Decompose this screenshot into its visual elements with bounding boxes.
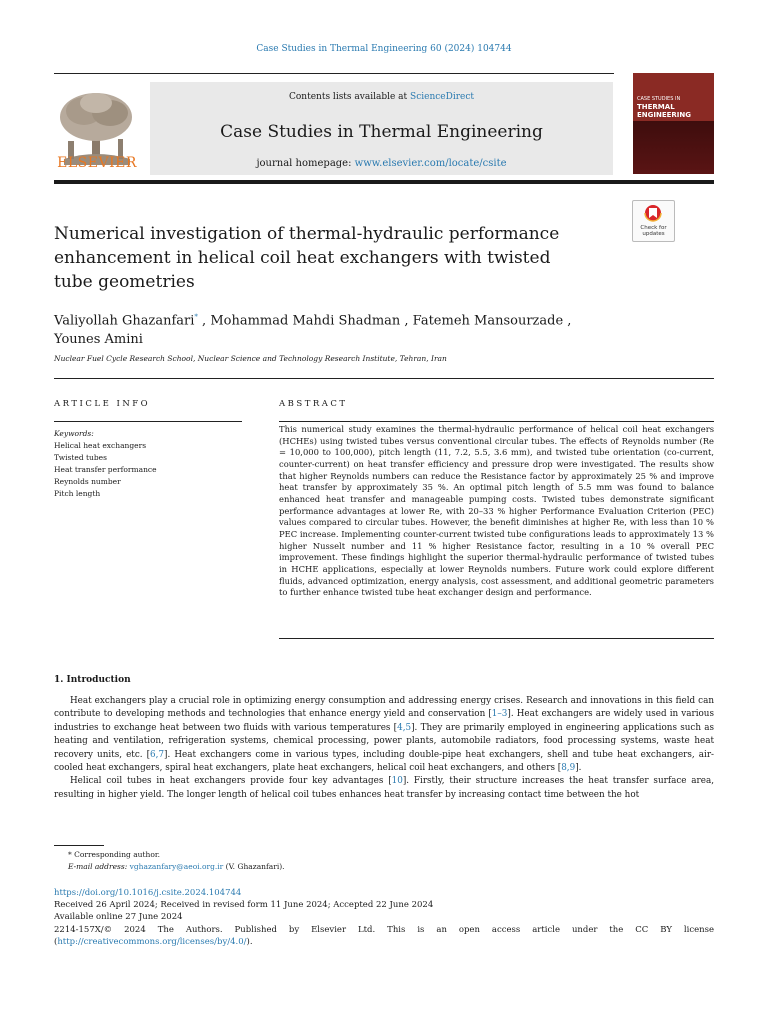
footnote-mark: * (68, 850, 72, 859)
section-rule (54, 378, 714, 379)
footnote-rule (54, 845, 104, 846)
article-info-heading: ARTICLE INFO (54, 399, 151, 409)
cover-bottom (633, 121, 714, 174)
intro-paragraph-2 (54, 775, 714, 802)
intro-text: Heat exchangers play a crucial role in optimizing energy consumption and addressing energy crises. Research and innovations in this field can contribute to developing methods and technologies that enhance energy yield and conservation [ (54, 696, 714, 720)
check-updates-line-1: Check for (640, 225, 667, 231)
cover-line-3: ENGINEERING (637, 111, 692, 119)
corresponding-text: Corresponding author. (71, 850, 161, 859)
citation-link[interactable]: 10 (391, 776, 403, 787)
cover-title (637, 95, 691, 119)
email-suffix: (V. Ghazanfari). (223, 862, 285, 871)
journal-cover-image[interactable] (633, 73, 714, 174)
homepage-line (150, 158, 613, 169)
sciencedirect-link[interactable]: ScienceDirect (410, 92, 474, 102)
license-link[interactable]: http://creativecommons.org/licenses/by/4.0/ (57, 936, 247, 947)
received-dates: Received 26 April 2024; Received in revised form 11 June 2024; Accepted 22 June 2024 (54, 900, 434, 911)
introduction-body (54, 695, 714, 802)
journal-banner (150, 82, 613, 175)
masthead (54, 73, 714, 184)
intro-text: ]. Firstly, their structure increases the heat transfer surface area, resulting in higher yield. The longer length of helical coil tubes enhances heat transfer by increasing contact time between the hot (54, 776, 714, 800)
article-title: Numerical investigation of thermal-hydraulic performance enhancement in helical coil heat exchangers with twisted tube geometries (54, 224, 560, 292)
citation-link[interactable]: 4,5 (397, 722, 412, 733)
intro-text: ]. (575, 763, 582, 774)
authors-rest[interactable]: , Mohammad Mahdi Shadman , Fatemeh Mansourzade , (197, 313, 572, 329)
cover-line-1: CASE STUDIES IN (637, 96, 681, 102)
intro-paragraph-1 (54, 695, 714, 775)
contents-prefix: Contents lists available at (289, 92, 411, 102)
keyword-item: Reynolds number (54, 477, 121, 486)
license-close: ). (246, 936, 253, 947)
email-link[interactable]: vghazanfary@aeoi.org.ir (129, 862, 224, 871)
intro-text: ]. They are primarily employed in engineering applications such as heating and ventilation, refrigeration systems, chemical processing, power plants, automobile radiators, food processing systems, waste heat recovery units, etc. [ (54, 722, 714, 760)
corresponding-note (54, 849, 714, 861)
doi-link[interactable]: https://doi.org/10.1016/j.csite.2024.104744 (54, 888, 242, 898)
contents-line (150, 92, 613, 102)
license-line: 2214-157X/© 2024 The Authors. Published by Elsevier Ltd. This is an open access article under the CC BY license (54, 924, 714, 935)
journal-title: Case Studies in Thermal Engineering (220, 122, 543, 142)
cover-line-2: THERMAL (637, 103, 675, 111)
intro-text: ]. Heat exchangers are widely used in various industries to exchange heat between two fluids with various temperatures [ (54, 709, 714, 733)
article-info-rule (54, 421, 242, 422)
abstract-text: This numerical study examines the thermal-hydraulic performance of helical coil heat exchangers (HCHEs) using twisted tubes versus conventional circular tubes. The effects of Reynolds number (Re = 10,000 to 100,000), pitch length (11, 7.2, 5.5, 3.6 mm), and twisted tube orientation (co-current, counter-current) on heat transfer efficiency and pressure drop were investigated. The results show that higher Reynolds numbers can reduce the Resistance factor by approximately 25 % and improve heat transfer by approximately 35 %. An optimal pitch length of 5.5 mm was found to balance enhanced heat transfer and manageable pumping costs. Twisted tubes demonstrate significant performance advantages at lower Re, with 20–33 % higher Performance Evaluation Criterion (PEC) values compared to circular tubes. However, the benefit diminishes at higher Re, with less than 10 % PEC increase. Implementing counter-current twisted tube configurations leads to approximately 13 % higher Nusselt number and 11 % higher Resistance factor, resulting in a 10 % overall PEC improvement. These findings highlight the superior thermal-hydraulic performance of twisted tubes in HCHE applications, especially at lower Reynolds numbers. Future work could explore different fluids, advanced optimization, energy analysis, cost assessment, and additional geometric parameters to further enhance twisted tube heat exchanger design and performance. (279, 424, 714, 598)
keywords-label: Keywords: (54, 429, 94, 438)
article-metadata (54, 887, 714, 948)
masthead-rule (54, 180, 714, 184)
homepage-link[interactable]: www.elsevier.com/locate/csite (354, 158, 507, 169)
abstract-heading: ABSTRACT (279, 399, 348, 409)
citation-link[interactable]: 8,9 (561, 763, 576, 774)
email-note (54, 861, 714, 873)
homepage-prefix: journal homepage: (256, 158, 355, 169)
elsevier-wordmark: ELSEVIER (57, 155, 137, 171)
author-first[interactable]: Valiyollah Ghazanfari (54, 313, 195, 329)
check-updates-line-2: updates (642, 231, 665, 237)
email-label: E-mail address: (68, 862, 130, 871)
author-list (54, 308, 614, 349)
author-last[interactable]: Younes Amini (54, 332, 143, 348)
keywords-block (54, 428, 242, 500)
keyword-item: Heat transfer performance (54, 465, 157, 474)
keyword-item: Helical heat exchangers (54, 441, 147, 450)
abstract-rule (279, 421, 714, 422)
check-updates-label (633, 225, 674, 237)
citation-link[interactable]: 6,7 (150, 749, 165, 760)
intro-text: ]. Heat exchangers come in various types, including double-pipe heat exchangers, shell and tube heat exchangers, air-cooled heat exchangers, spiral heat exchangers, plate heat exchangers, helical coil heat exchangers, and others [ (54, 749, 714, 774)
available-date: Available online 27 June 2024 (54, 912, 183, 923)
footnote (54, 849, 714, 873)
keyword-item: Twisted tubes (54, 453, 107, 462)
corresponding-author-mark[interactable]: * (194, 313, 198, 321)
citation-link[interactable]: 1–3 (491, 709, 508, 720)
affiliation: Nuclear Fuel Cycle Research School, Nuclear Science and Technology Research Institute, Tehran, Iran (54, 354, 447, 363)
intro-text: Helical coil tubes in heat exchangers provide four key advantages [ (70, 776, 392, 787)
abstract-end-rule (279, 638, 714, 639)
top-rule (54, 73, 614, 74)
check-updates-icon (644, 204, 662, 224)
introduction-heading: 1. Introduction (54, 675, 131, 685)
keyword-item: Pitch length (54, 489, 101, 498)
check-for-updates-button[interactable] (632, 200, 675, 242)
license-open: ( (54, 936, 58, 947)
license-url-line (54, 936, 714, 948)
journal-reference[interactable]: Case Studies in Thermal Engineering 60 (2024) 104744 (256, 44, 512, 54)
